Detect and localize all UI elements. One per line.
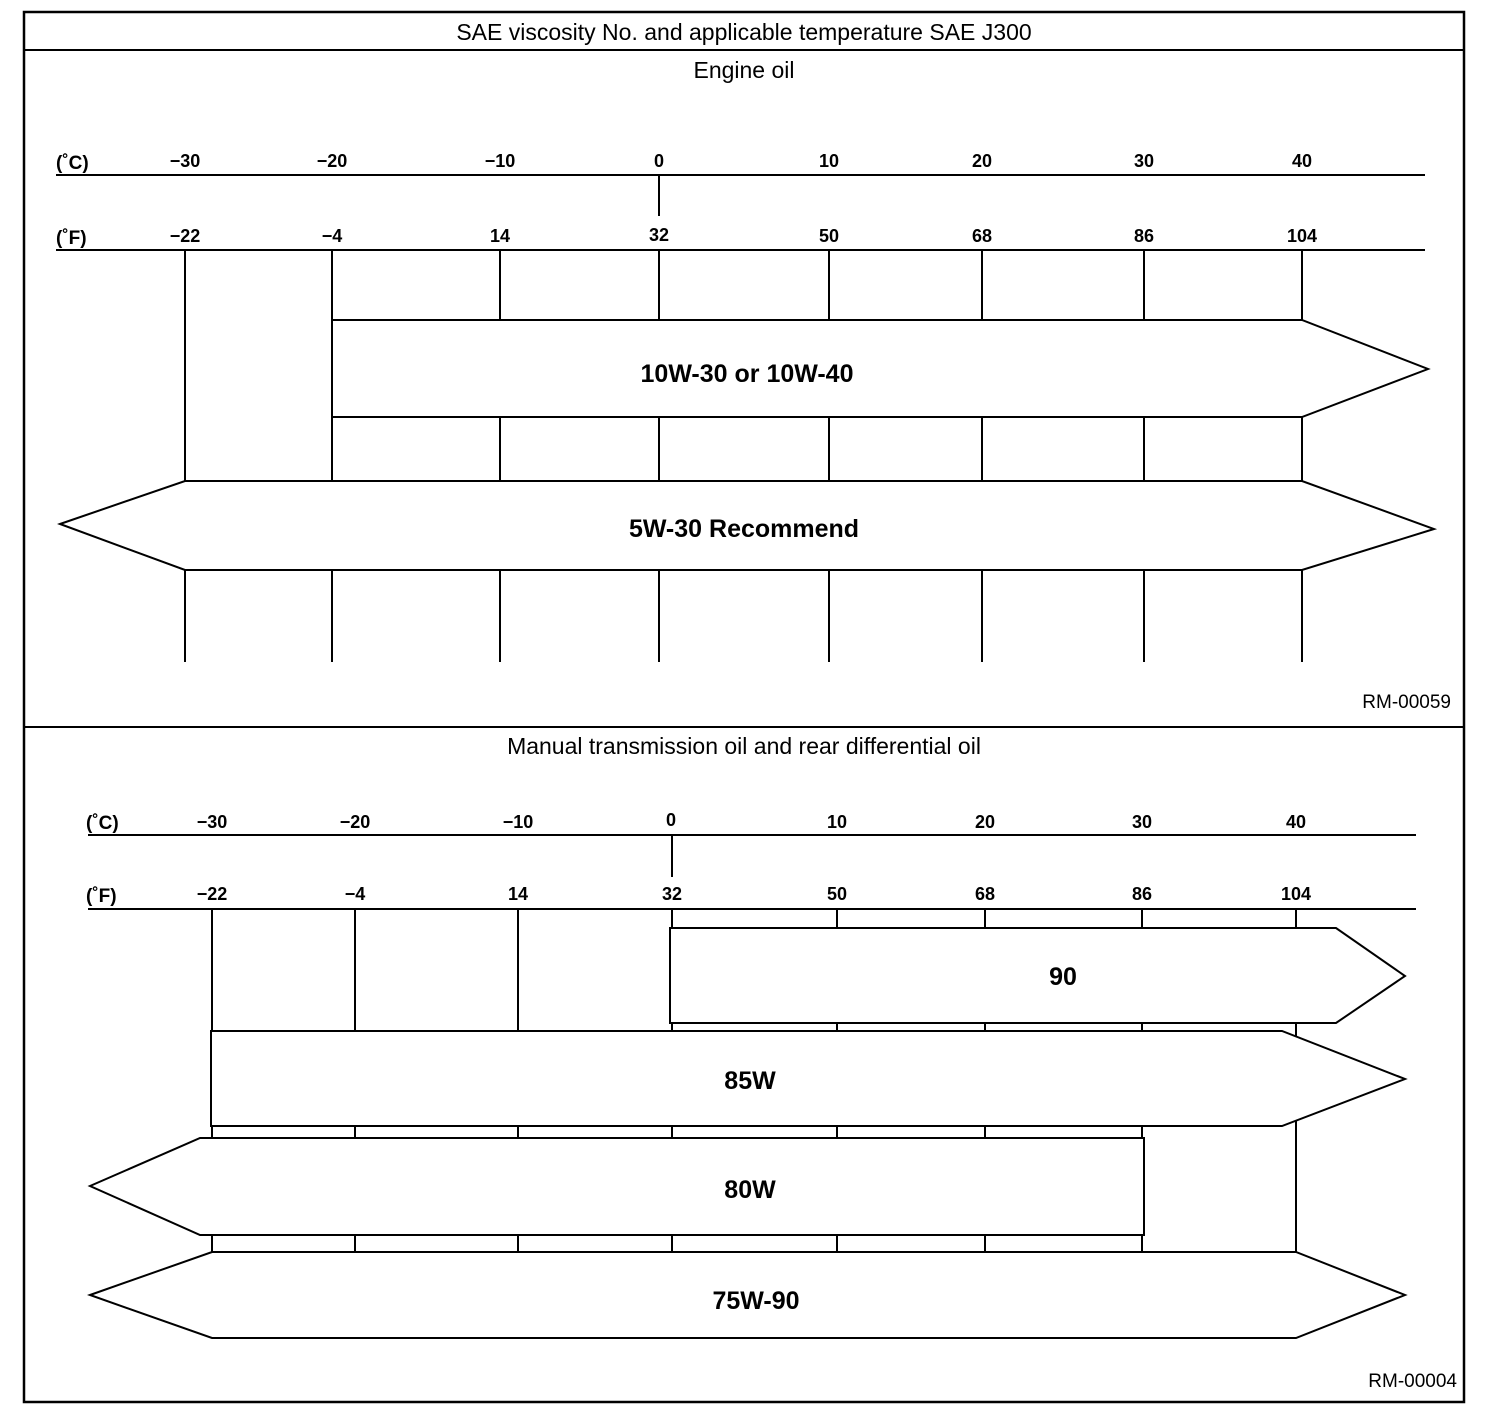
transmission-fahrenheit-tick: 32 [661,884,683,904]
band-80w [90,1138,1144,1235]
band-10w30-10w40-label: 10W-30 or 10W-40 [640,360,854,388]
transmission-fahrenheit-tick: −22 [196,884,228,904]
engine-celsius-tick: 20 [971,151,993,171]
engine-oil-section [56,57,1451,713]
transmission-fahrenheit-tick: 68 [974,884,996,904]
band-85w-label: 85W [724,1067,776,1095]
engine-fahrenheit-tick: 14 [489,226,511,246]
band-90-label: 90 [1049,963,1077,991]
engine-celsius-tick: −30 [169,151,201,171]
transmission-fahrenheit-tick: −4 [344,884,366,904]
engine-fahrenheit-unit: (˚F) [56,228,87,249]
transmission-section-title: Manual transmission oil and rear differential oil [507,733,981,759]
engine-fahrenheit-tick: 50 [818,226,840,246]
transmission-celsius-tick-labels [197,810,1306,832]
engine-celsius-tick: 10 [818,151,840,171]
engine-fahrenheit-tick: −22 [169,226,201,246]
engine-fahrenheit-tick-labels [170,225,1317,246]
engine-celsius-unit: (˚C) [56,153,89,174]
band-85w [211,1031,1405,1126]
engine-gridlines [185,250,1302,662]
transmission-celsius-tick: 20 [974,812,996,832]
transmission-fahrenheit-unit: (˚F) [86,886,117,907]
transmission-celsius-tick: 0 [665,810,677,830]
engine-fahrenheit-tick: 68 [971,226,993,246]
engine-fahrenheit-tick: 86 [1133,226,1155,246]
transmission-fahrenheit-tick-labels [197,884,1311,904]
transmission-celsius-tick: −20 [339,812,371,832]
engine-fahrenheit-tick: 32 [648,225,670,245]
band-80w-label: 80W [724,1176,776,1204]
band-10w30-10w40 [332,320,1428,417]
transmission-fahrenheit-tick: 14 [507,884,529,904]
transmission-celsius-tick: 30 [1131,812,1153,832]
transmission-fahrenheit-tick: 104 [1280,884,1312,904]
engine-celsius-tick: −20 [316,151,348,171]
transmission-fahrenheit-tick: 86 [1131,884,1153,904]
engine-section-title: Engine oil [693,57,795,83]
transmission-celsius-tick: 10 [826,812,848,832]
engine-reference-code: RM-00059 [1362,692,1451,713]
engine-fahrenheit-tick: 104 [1286,226,1318,246]
page-title: SAE viscosity No. and applicable temperature SAE J300 [456,19,1032,45]
engine-celsius-tick: 40 [1291,151,1313,171]
transmission-celsius-unit: (˚C) [86,813,119,834]
engine-celsius-tick-labels [170,151,1312,171]
transmission-fahrenheit-tick: 50 [826,884,848,904]
band-75w90-label: 75W-90 [712,1287,800,1315]
transmission-celsius-tick: −30 [196,812,228,832]
engine-celsius-tick: 30 [1133,151,1155,171]
engine-celsius-tick: 0 [653,151,665,171]
engine-fahrenheit-tick: −4 [321,226,343,246]
transmission-celsius-tick: −10 [502,812,534,832]
engine-celsius-tick: −10 [484,151,516,171]
transmission-celsius-tick: 40 [1285,812,1307,832]
band-90 [670,928,1405,1023]
transmission-oil-section [86,733,1457,1392]
transmission-reference-code: RM-00004 [1368,1371,1457,1392]
band-5w30-label: 5W-30 Recommend [628,515,860,543]
